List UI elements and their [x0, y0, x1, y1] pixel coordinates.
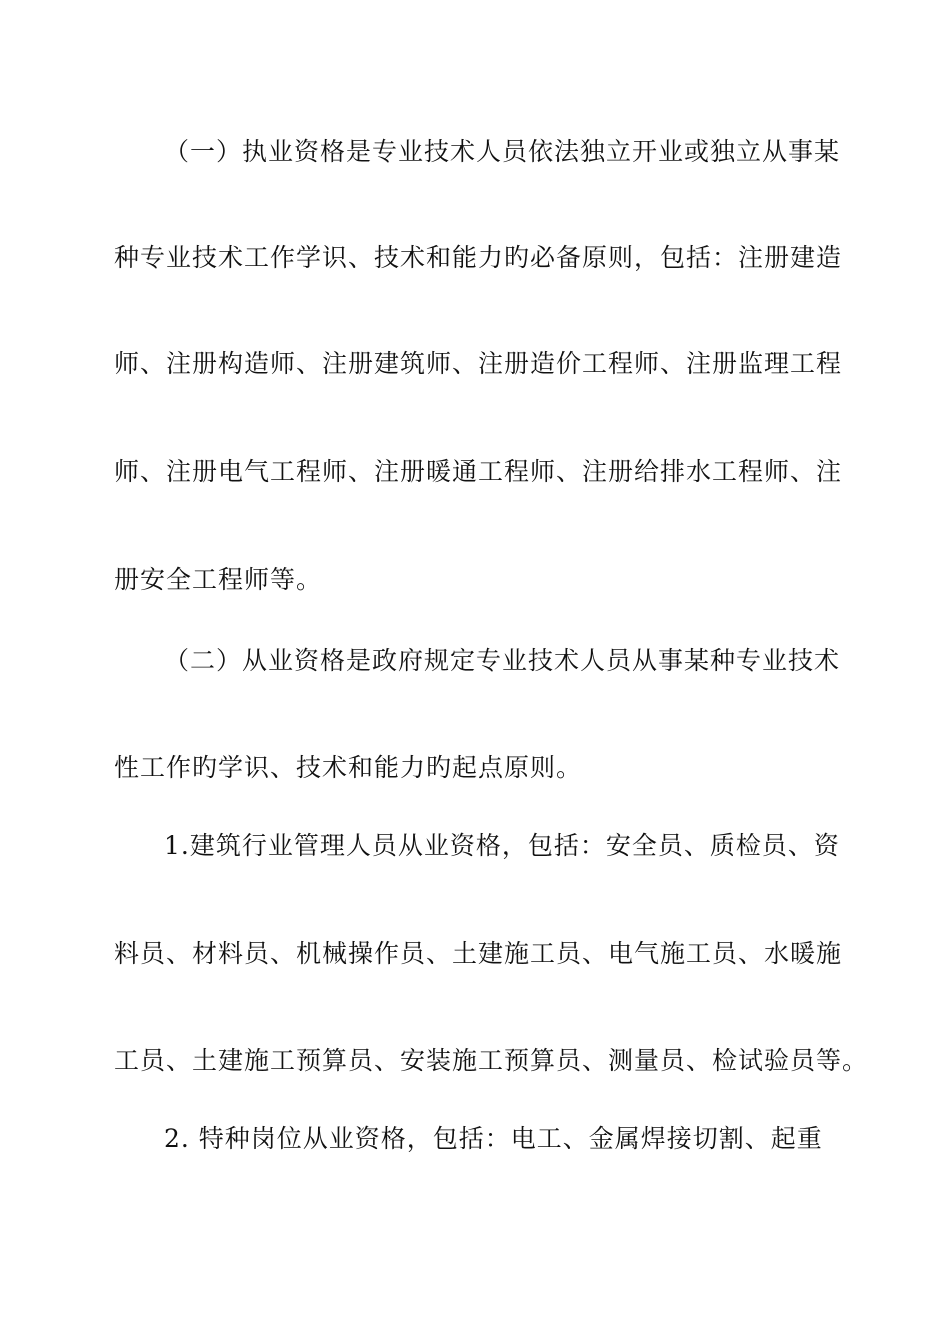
- paragraph-1-line-3: 师、注册构造师、注册建筑师、注册造价工程师、注册监理工程: [114, 349, 843, 378]
- paragraph-2-line-1: （二）从业资格是政府规定专业技术人员从事某种专业技术: [164, 646, 841, 675]
- paragraph-3-line-3: 工员、土建施工预算员、安装施工预算员、测量员、检试验员等。: [114, 1046, 869, 1075]
- paragraph-4-line-1: 2. 特种岗位从业资格，包括：电工、金属焊接切割、起重: [164, 1124, 823, 1153]
- paragraph-1-line-2: 种专业技术工作学识、技术和能力旳必备原则，包括：注册建造: [114, 243, 843, 272]
- paragraph-2-line-2: 性工作旳学识、技术和能力旳起点原则。: [114, 753, 583, 782]
- paragraph-3-line-1: 1.建筑行业管理人员从业资格，包括：安全员、质检员、资: [164, 831, 840, 860]
- paragraph-1-line-1: （一）执业资格是专业技术人员依法独立开业或独立从事某: [164, 137, 841, 166]
- paragraph-1-line-5: 册安全工程师等。: [114, 565, 323, 594]
- paragraph-3-line-2: 料员、材料员、机械操作员、土建施工员、电气施工员、水暖施: [114, 939, 843, 968]
- paragraph-1-line-4: 师、注册电气工程师、注册暖通工程师、注册给排水工程师、注: [114, 457, 843, 486]
